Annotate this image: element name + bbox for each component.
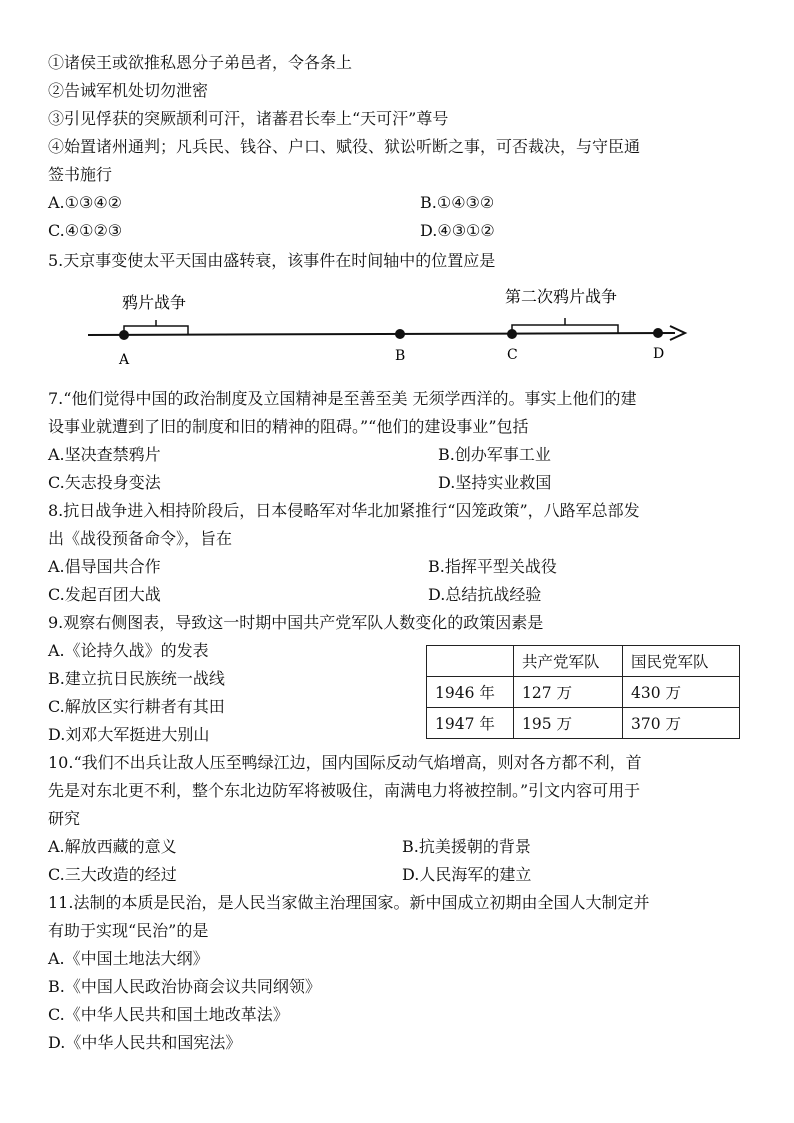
label-second-opium-war: 第二次鸦片战争 — [505, 287, 618, 306]
q11-option-d[interactable]: D.《中华人民共和国宪法》 — [48, 1033, 242, 1052]
timeline-axis — [88, 333, 675, 335]
q7-stem-line2: 设事业就遭到了旧的制度和旧的精神的阻碍。”“他们的建设事业”包括 — [48, 417, 529, 436]
q4-item-3: ③引见俘获的突厥颉利可汗，诸蕃君长奉上“天可汗”尊号 — [48, 109, 449, 128]
q4-option-c[interactable]: C.④①②③ — [48, 221, 123, 240]
table-row — [427, 677, 740, 708]
table-header-cell — [427, 646, 514, 677]
q7-option-c[interactable]: C.矢志投身变法 — [48, 473, 161, 492]
q4-item-2: ②告诫军机处切勿泄密 — [48, 81, 209, 100]
q10-stem-line1: 10.“我们不出兵让敌人压至鸭绿江边，国内国际反动气焰增高，则对各方都不利，首 — [48, 753, 642, 772]
q4-option-a[interactable]: A.①③④② — [48, 193, 123, 212]
q10-option-c[interactable]: C.三大改造的经过 — [48, 865, 177, 884]
q8-stem-line2: 出《战役预备命令》，旨在 — [48, 529, 233, 548]
timeline-label-d: D — [653, 346, 665, 362]
q7-option-d[interactable]: D.坚持实业救国 — [438, 473, 552, 492]
q8-stem-line1: 8.抗日战争进入相持阶段后，日本侵略军对华北加紧推行“囚笼政策”，八路军总部发 — [48, 501, 640, 520]
q8-option-a[interactable]: A.倡导国共合作 — [48, 557, 161, 576]
q7-option-a[interactable]: A.坚决查禁鸦片 — [48, 445, 161, 464]
q4-item-1: ①诸侯王或欲推私恩分子弟邑者，令各条上 — [48, 53, 353, 72]
table-cell: 1947 年 — [427, 708, 514, 739]
q11-option-c[interactable]: C.《中华人民共和国土地改革法》 — [48, 1005, 289, 1024]
q8-option-c[interactable]: C.发起百团大战 — [48, 585, 161, 604]
q10-option-a[interactable]: A.解放西藏的意义 — [48, 837, 177, 856]
q10-option-b[interactable]: B.抗美援朝的背景 — [402, 837, 531, 856]
q9-option-c[interactable]: C.解放区实行耕者有其田 — [48, 697, 225, 716]
q4-item-4: ④始置诸州通判；凡兵民、钱谷、户口、赋役、狱讼听断之事，可否裁决，与守臣通 — [48, 137, 641, 156]
table-header-row — [427, 646, 740, 677]
timeline-point-b — [395, 329, 405, 339]
q9-stem: 9.观察右侧图表，导致这一时期中国共产党军队人数变化的政策因素是 — [48, 613, 544, 632]
q11-stem-line2: 有助于实现“民治”的是 — [48, 921, 209, 940]
q4-option-b[interactable]: B.①④③② — [420, 193, 495, 212]
opium-war-bracket — [124, 326, 188, 335]
label-opium-war: 鸦片战争 — [122, 293, 187, 312]
q7-stem-line1: 7.“他们觉得中国的政治制度及立国精神是至善至美 无须学西洋的。事实上他们的建 — [48, 389, 637, 408]
q10-option-d[interactable]: D.人民海军的建立 — [402, 865, 532, 884]
q10-stem-line3: 研究 — [48, 809, 81, 828]
army-size-table — [426, 645, 740, 739]
q5-stem: 5.天京事变使太平天国由盛转衰，该事件在时间轴中的位置应是 — [48, 251, 496, 270]
table-cell: 1946 年 — [427, 677, 514, 708]
table-cell: 370 万 — [623, 708, 740, 739]
table-header-cell: 国民党军队 — [623, 646, 740, 677]
timeline-label-b: B — [395, 348, 406, 364]
q7-option-b[interactable]: B.创办军事工业 — [438, 445, 551, 464]
timeline-label-c: C — [507, 347, 518, 363]
q9-option-b[interactable]: B.建立抗日民族统一战线 — [48, 669, 225, 688]
q8-option-d[interactable]: D.总结抗战经验 — [428, 585, 542, 604]
timeline-point-c — [507, 329, 517, 339]
q9-option-a[interactable]: A.《论持久战》的发表 — [48, 641, 209, 660]
q9-option-d[interactable]: D.刘邓大军挺进大别山 — [48, 725, 210, 744]
q8-option-b[interactable]: B.指挥平型关战役 — [428, 557, 557, 576]
timeline-figure — [80, 278, 700, 370]
q4-item-4-cont: 签书施行 — [48, 165, 113, 184]
q11-option-b[interactable]: B.《中国人民政治协商会议共同纲领》 — [48, 977, 321, 996]
q11-stem-line1: 11.法制的本质是民治，是人民当家做主治理国家。新中国成立初期由全国人大制定并 — [48, 893, 650, 912]
q11-option-a[interactable]: A.《中国土地法大纲》 — [48, 949, 209, 968]
table-header-cell: 共产党军队 — [514, 646, 623, 677]
table-cell: 127 万 — [514, 677, 623, 708]
timeline-label-a: A — [119, 352, 130, 368]
q4-option-d[interactable]: D.④③①② — [420, 221, 495, 240]
table-cell: 195 万 — [514, 708, 623, 739]
timeline-point-d — [653, 328, 663, 338]
timeline-point-a — [119, 330, 129, 340]
table-row — [427, 708, 740, 739]
table-cell: 430 万 — [623, 677, 740, 708]
q10-stem-line2: 先是对东北更不利，整个东北边防军将被吸住，南满电力将被控制。”引文内容可用于 — [48, 781, 641, 800]
